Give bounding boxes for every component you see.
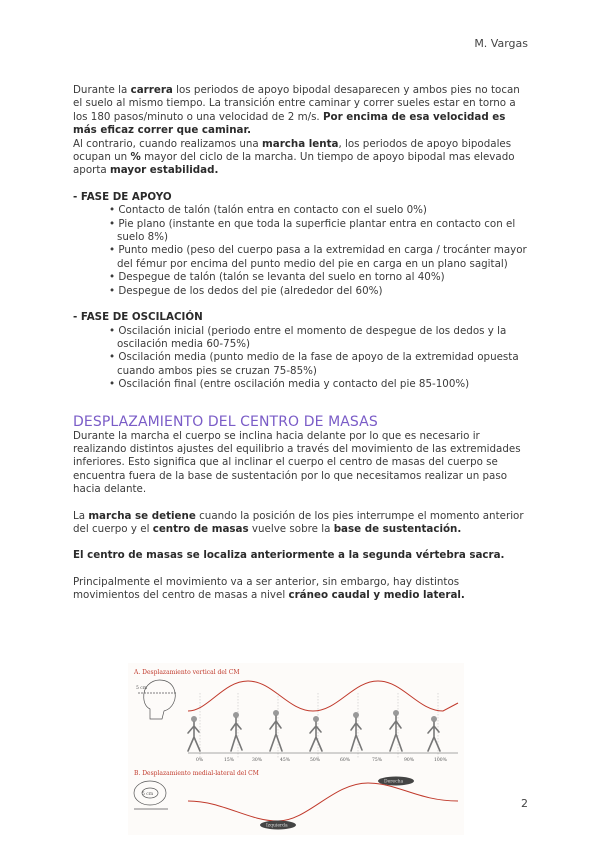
tick-label: 90% bbox=[404, 758, 415, 763]
com-paragraph-intro: Durante la marcha el cuerpo se inclina hacia delante por lo que es necesario ir realizando distintos ajustes del equilibrio a través del movimiento de las extremidades inferiores. Esto significa que al inclinar el cuerpo el centro de masas del cuerpo se encuentra fuera de la base de sustentación por lo que necesitamos realizar un paso hacia delante. bbox=[73, 429, 521, 496]
stance-phase-title: - FASE DE APOYO bbox=[73, 190, 172, 203]
figure-label-vertical: A. Desplazamiento vertical del CM bbox=[134, 669, 240, 676]
list-item: • Oscilación media (punto medio de la fase de apoyo de la extremidad opuesta cuando ambos pies se cruzan 75-85%) bbox=[109, 351, 519, 377]
swing-phase-list bbox=[73, 325, 528, 392]
tick-label: 0% bbox=[196, 758, 204, 763]
intro-paragraph-slow-gait: Al contrario, cuando realizamos una marcha lenta, los periodos de apoyo bipodales ocupan un % mayor del ciclo de la marcha. Un tiempo de apoyo bipodal mas elevado aporta mayor estabilidad. bbox=[73, 137, 515, 177]
stance-phase-list bbox=[73, 204, 528, 298]
section-heading: DESPLAZAMIENTO DEL CENTRO DE MASAS bbox=[73, 413, 378, 430]
com-paragraph-location: El centro de masas se localiza anteriormente a la segunda vértebra sacra. bbox=[73, 549, 505, 562]
list-item: • Oscilación final (entre oscilación media y contacto del pie 85-100%) bbox=[109, 378, 470, 391]
list-item: • Oscilación inicial (periodo entre el momento de despegue de los dedos y la oscilación media 60-75%) bbox=[109, 324, 507, 350]
svg-text:Izquierda: Izquierda bbox=[266, 823, 288, 829]
com-paragraph-stop: La marcha se detiene cuando la posición de los pies interrumpe el momento anterior del cuerpo y el centro de masas vuelve sobre la base de sustentación. bbox=[73, 509, 524, 535]
svg-text:Derecha: Derecha bbox=[384, 779, 404, 785]
page-content bbox=[73, 84, 528, 603]
author-name: M. Vargas bbox=[474, 37, 528, 50]
tick-label: 15% bbox=[224, 758, 235, 763]
list-item: • Despegue de talón (talón se levanta del suelo en torno al 40%) bbox=[109, 271, 445, 284]
list-item: • Contacto de talón (talón entra en contacto con el suelo 0%) bbox=[109, 204, 427, 217]
com-paragraph-movement: Principalmente el movimiento va a ser anterior, sin embargo, hay distintos movimientos del centro de masas a nivel cráneo caudal y medio lateral. bbox=[73, 575, 465, 602]
tick-label: 30% bbox=[252, 758, 263, 763]
center-of-mass-figure bbox=[128, 663, 464, 835]
tick-label: 45% bbox=[280, 758, 291, 763]
tick-label: 100% bbox=[434, 758, 447, 763]
list-item: • Punto medio (peso del cuerpo pasa a la extremidad en carga / trocánter mayor del fémur por encima del punto medio del pie en carga en un plano sagital) bbox=[109, 244, 527, 270]
tick-label: 60% bbox=[340, 758, 351, 763]
figure-tag: 5 cm bbox=[136, 686, 148, 691]
tick-label: 50% bbox=[310, 758, 321, 763]
figure-label-lateral: B. Desplazamiento medial-lateral del CM bbox=[134, 770, 259, 777]
foot-tag-right bbox=[378, 777, 414, 786]
list-item: • Despegue de los dedos del pie (alrededor del 60%) bbox=[109, 284, 383, 297]
tick-label: 75% bbox=[372, 758, 383, 763]
swing-phase-title: - FASE DE OSCILACIÓN bbox=[73, 311, 203, 324]
page-number: 2 bbox=[521, 797, 528, 810]
foot-tag-left bbox=[260, 821, 296, 830]
list-item: • Pie plano (instante en que toda la superficie plantar entra en contacto con el suelo 8%) bbox=[109, 217, 516, 244]
intro-paragraph-running: Durante la carrera los periodos de apoyo bipodal desaparecen y ambos pies no tocan el suelo al mismo tiempo. La transición entre caminar y correr sueles estar en torno a los 180 pasos/minuto o una velocidad de 2 m/s. Por encima de esa velocidad es más eficaz correr que caminar. bbox=[73, 84, 520, 137]
figure-tag: 5 cm bbox=[142, 792, 154, 797]
